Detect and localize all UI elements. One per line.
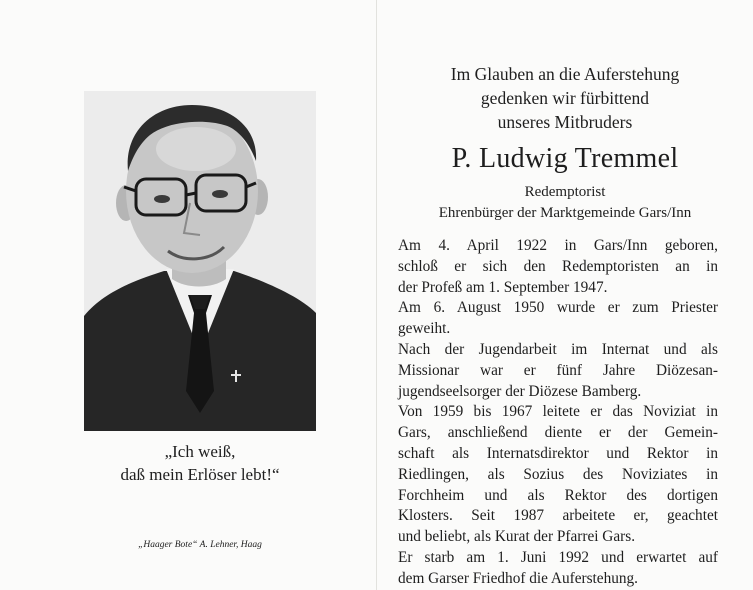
- quote-line: daß mein Erlöser lebt!“: [120, 465, 280, 484]
- quote-line: „Ich weiß,: [164, 442, 236, 461]
- printer-credit: „Haager Bote“ A. Lehner, Haag: [138, 540, 262, 550]
- bio-line: dem Garser Friedhof die Auferstehung.: [398, 569, 639, 587]
- bio-line: und beliebt, als Kurat der Pfarrei Gars.: [398, 528, 636, 546]
- bio-line: schaft als Internatsdirektor und Rektor in: [398, 444, 718, 462]
- intro-line: unseres Mitbruders: [497, 112, 633, 132]
- bio-line: der Profeß am 1. September 1947.: [398, 278, 608, 296]
- bio-line: Er starb am 1. Juni 1992 und erwartet auf: [398, 548, 718, 566]
- role-line: Redemptorist: [524, 184, 606, 200]
- left-page: [0, 0, 376, 590]
- biography: [398, 236, 718, 590]
- bio-line: jugendseelsorger der Diözese Bamberg.: [398, 382, 642, 400]
- bio-line: Gars, anschließend diente er der Gemein-: [398, 424, 718, 442]
- bio-line: Nach der Jugendarbeit im Internat und als: [398, 340, 718, 358]
- bio-line: Riedlingen, als Sozius des Noviziates in: [398, 465, 718, 483]
- portrait-photo: [84, 91, 316, 431]
- intro-line: gedenken wir fürbittend: [480, 88, 650, 108]
- portrait-illustration: [84, 91, 316, 431]
- bio-line: Klosters. Seit 1987 arbeitete er, geachtet: [398, 507, 718, 525]
- deceased-name: P. Ludwig Tremmel: [451, 143, 679, 174]
- bio-line: Forchheim und als Rektor des dortigen: [398, 486, 718, 504]
- bio-line: Am 4. April 1922 in Gars/Inn geboren,: [398, 237, 718, 254]
- bio-line: schloß er sich den Redemptoristen an in: [398, 257, 718, 275]
- bio-line: Am 6. August 1950 wurde er zum Priester: [398, 299, 718, 317]
- role-line: Ehrenbürger der Marktgemeinde Gars/Inn: [438, 205, 692, 221]
- quote: [84, 440, 316, 486]
- role-text: [377, 182, 753, 224]
- bio-line: Von 1959 bis 1967 leitete er das Noviziat in: [398, 403, 718, 421]
- right-page: [377, 0, 753, 590]
- bio-line: Missionar war er fünf Jahre Diözesan-: [398, 361, 718, 379]
- intro-text: [377, 62, 753, 134]
- bio-line: geweiht.: [398, 320, 451, 338]
- intro-line: Im Glauben an die Auferstehung: [450, 64, 680, 84]
